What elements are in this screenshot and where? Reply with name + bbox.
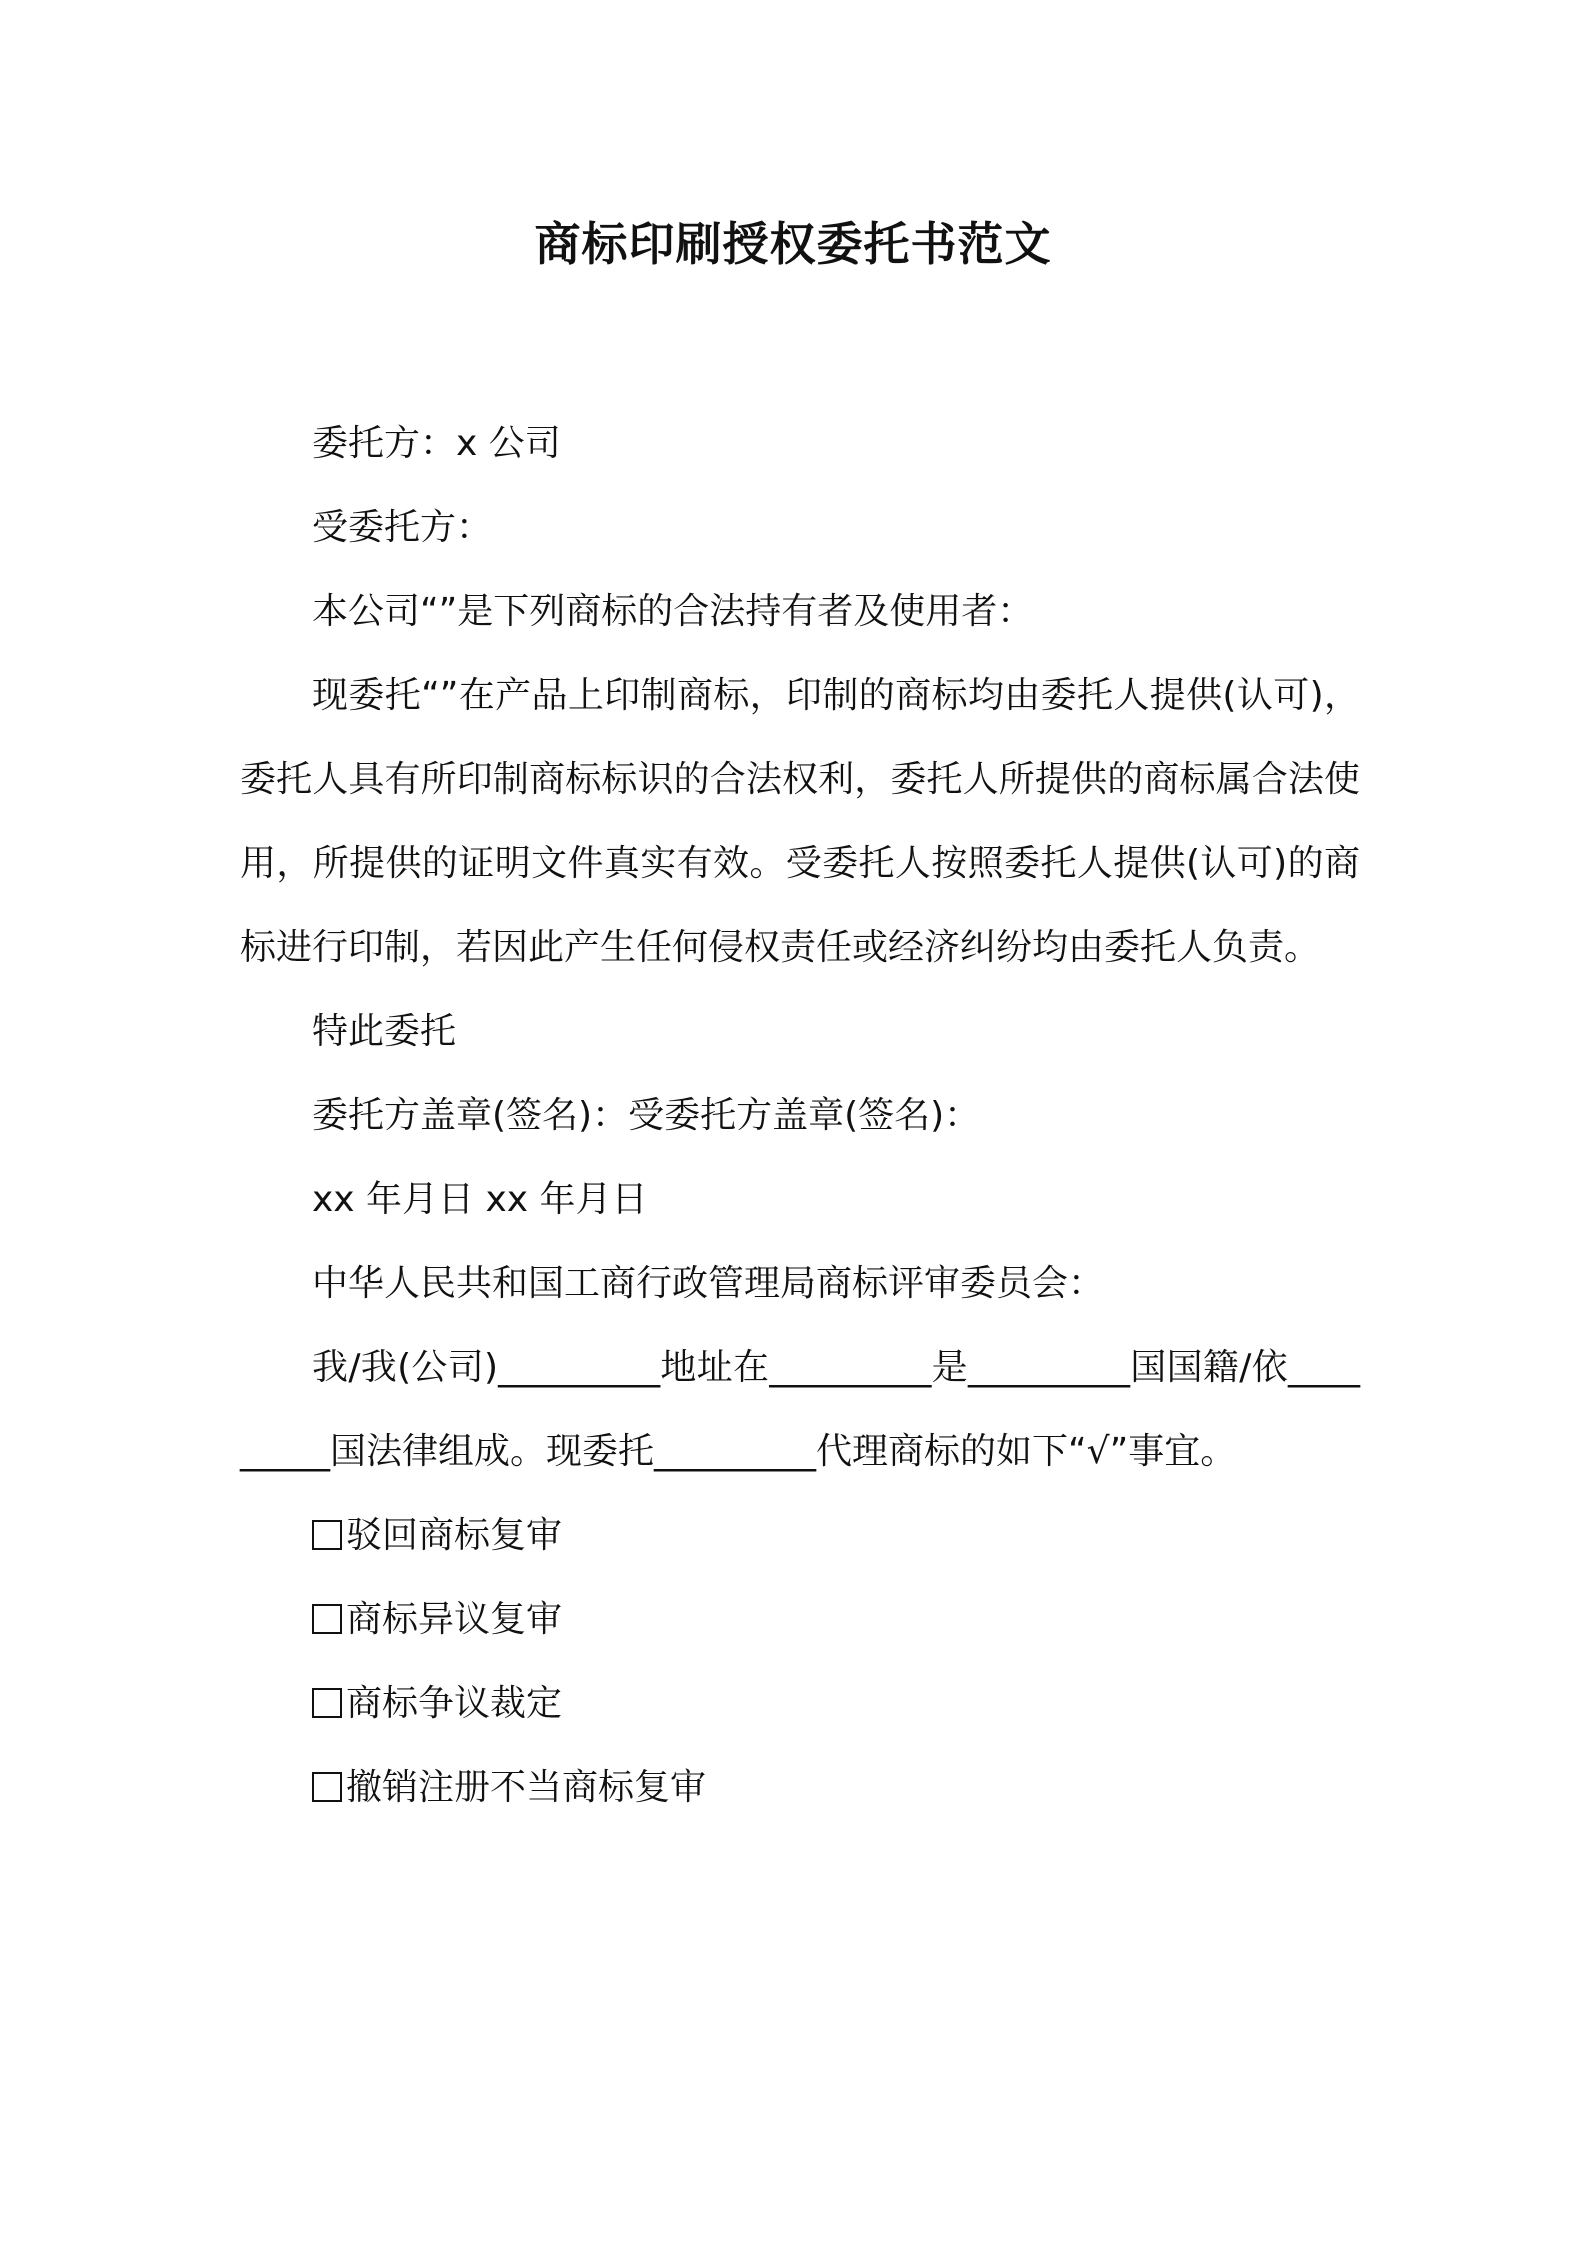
checkbox[interactable] xyxy=(312,1520,342,1550)
checkbox[interactable] xyxy=(312,1688,342,1718)
checkbox-item-rejection-review xyxy=(240,1494,1360,1578)
document-body xyxy=(240,402,1360,1830)
paragraph-signatures: 委托方盖章(签名)：受委托方盖章(签名)： xyxy=(312,1095,981,1136)
paragraph-agent: 受委托方： xyxy=(312,507,493,548)
paragraph-authorization-body: 现委托“”在产品上印制商标，印制的商标均由委托人提供(认可)，委托人具有所印制商标标识的合法权利，委托人所提供的商标属合法使用，所提供的证明文件真实有效。受委托人按照委托人提供(认可)的商标进行印制，若因此产生任何侵权责任或经济纠纷均由委托人负责。 xyxy=(240,675,1360,968)
checkbox[interactable] xyxy=(312,1772,342,1802)
paragraph-dates: xx 年月日 xx 年月日 xyxy=(312,1179,648,1220)
checkbox-item-cancellation-review xyxy=(240,1746,1360,1830)
checkbox-label: 驳回商标复审 xyxy=(346,1515,563,1556)
paragraph-holder-statement: 本公司“”是下列商标的合法持有者及使用者： xyxy=(312,591,1034,632)
checkbox-label: 商标争议裁定 xyxy=(346,1683,563,1724)
checkbox-label: 商标异议复审 xyxy=(346,1599,563,1640)
paragraph-principal: 委托方：x 公司 xyxy=(312,423,561,464)
paragraph-addressee: 中华人民共和国工商行政管理局商标评审委员会： xyxy=(312,1263,1105,1304)
document-title: 商标印刷授权委托书范文 xyxy=(534,217,1052,271)
checkbox-item-opposition-review xyxy=(240,1578,1360,1662)
paragraph-applicant-statement: 我/我(公司)_________地址在_________是_________国国籍/依_________国法律组成。现委托_________代理商标的如下“√”事宜。 xyxy=(240,1347,1360,1472)
checkbox-label: 撤销注册不当商标复审 xyxy=(346,1767,707,1808)
checkbox-item-dispute-ruling xyxy=(240,1662,1360,1746)
checkbox[interactable] xyxy=(312,1604,342,1634)
paragraph-hereby-authorize: 特此委托 xyxy=(312,1011,457,1052)
